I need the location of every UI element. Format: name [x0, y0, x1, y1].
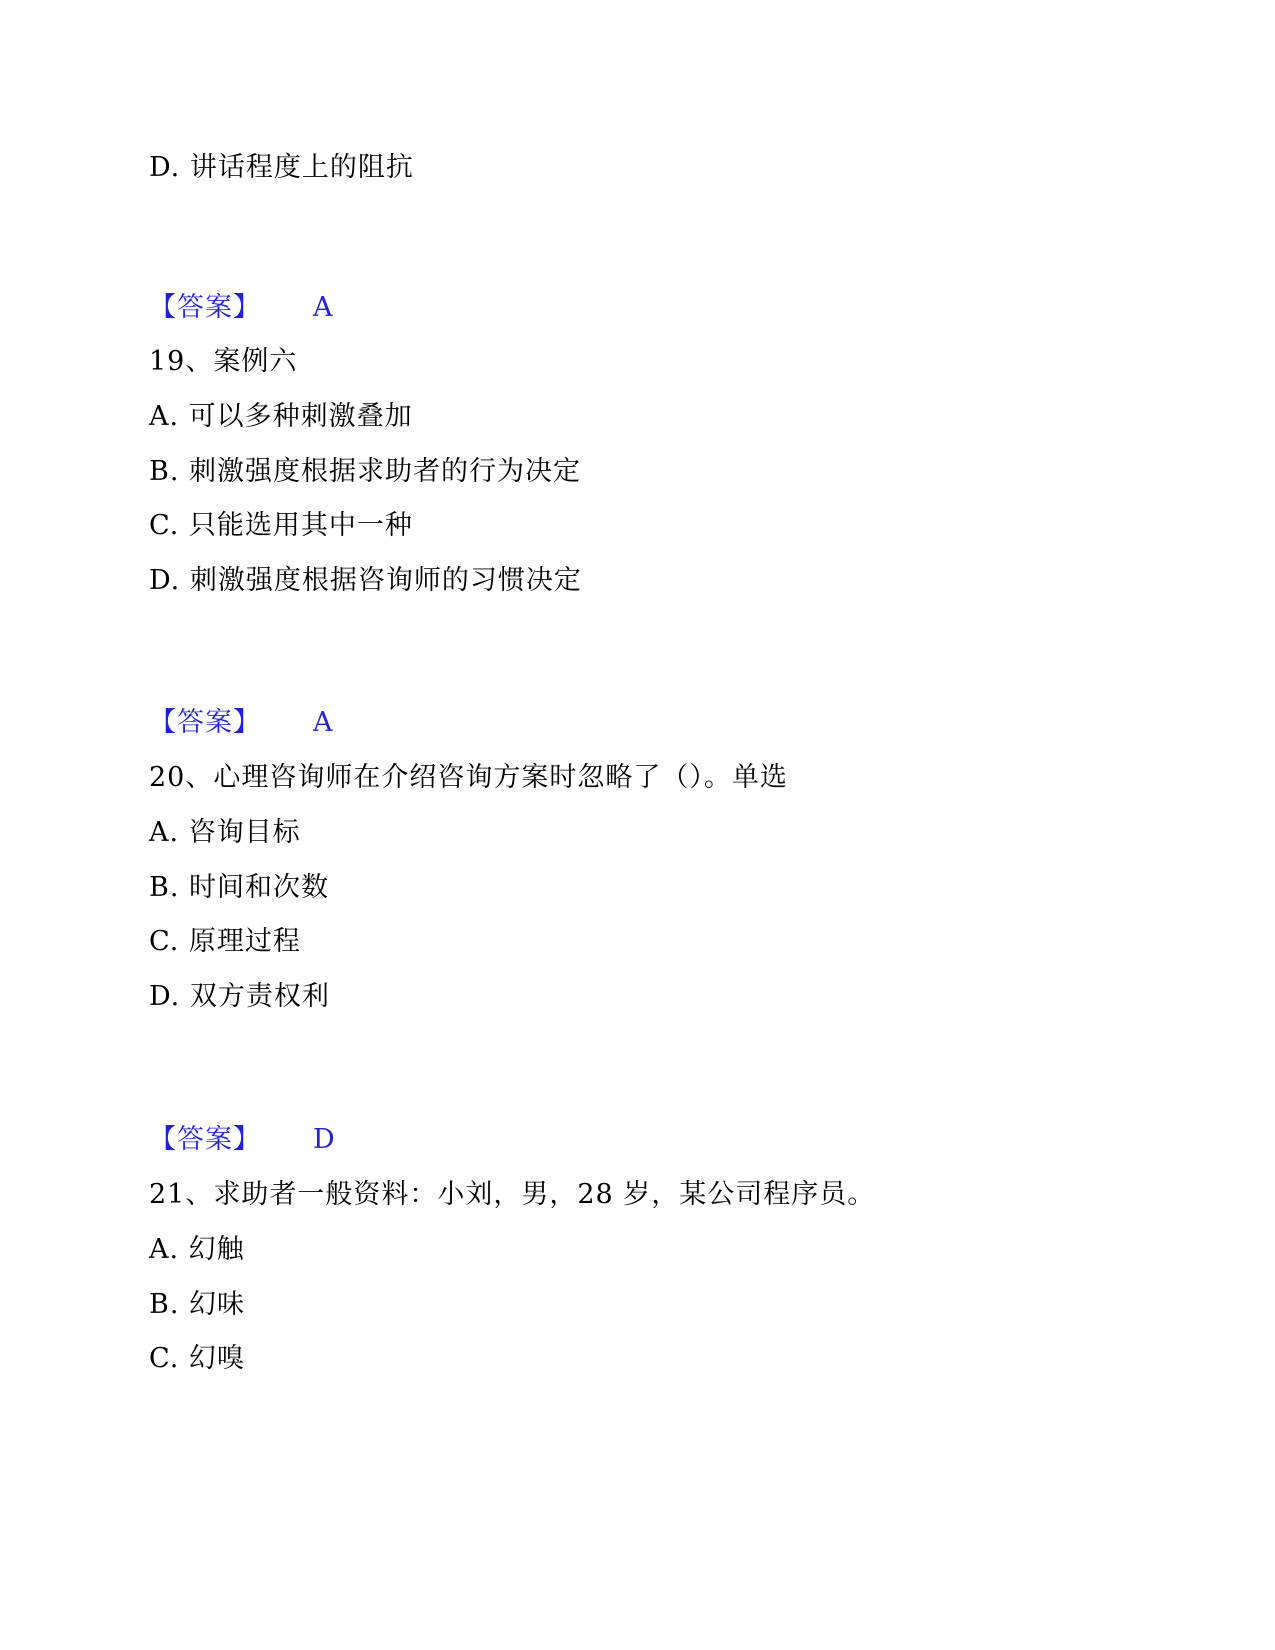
option-20-a: A. 咨询目标 — [149, 817, 301, 848]
answer-value: A — [313, 292, 334, 323]
option-20-d: D. 双方责权利 — [149, 981, 330, 1012]
option-18-d: D. 讲话程度上的阻抗 — [149, 152, 414, 183]
answer-18 — [149, 290, 334, 326]
option-19-d: D. 刺激强度根据咨询师的习惯决定 — [149, 565, 582, 596]
question-20: 20、心理咨询师在介绍咨询方案时忽略了（）。单选 — [149, 762, 788, 793]
answer-label: 【答案】 — [149, 292, 261, 323]
answer-label: 【答案】 — [149, 707, 261, 738]
option-19-a: A. 可以多种刺激叠加 — [149, 401, 413, 432]
option-20-b: B. 时间和次数 — [149, 872, 330, 903]
answer-value: D — [313, 1124, 336, 1155]
question-21: 21、求助者一般资料：小刘，男，28 岁，某公司程序员。 — [149, 1179, 876, 1210]
option-19-b: B. 刺激强度根据求助者的行为决定 — [149, 456, 582, 487]
option-21-a: A. 幻触 — [149, 1234, 245, 1265]
answer-20 — [149, 1122, 336, 1158]
option-21-c: C. 幻嗅 — [149, 1343, 245, 1374]
option-19-c: C. 只能选用其中一种 — [149, 510, 413, 541]
answer-value: A — [313, 707, 334, 738]
option-21-b: B. 幻味 — [149, 1289, 246, 1320]
answer-label: 【答案】 — [149, 1124, 261, 1155]
option-20-c: C. 原理过程 — [149, 926, 301, 957]
question-19: 19、案例六 — [149, 346, 298, 377]
answer-19 — [149, 705, 334, 741]
